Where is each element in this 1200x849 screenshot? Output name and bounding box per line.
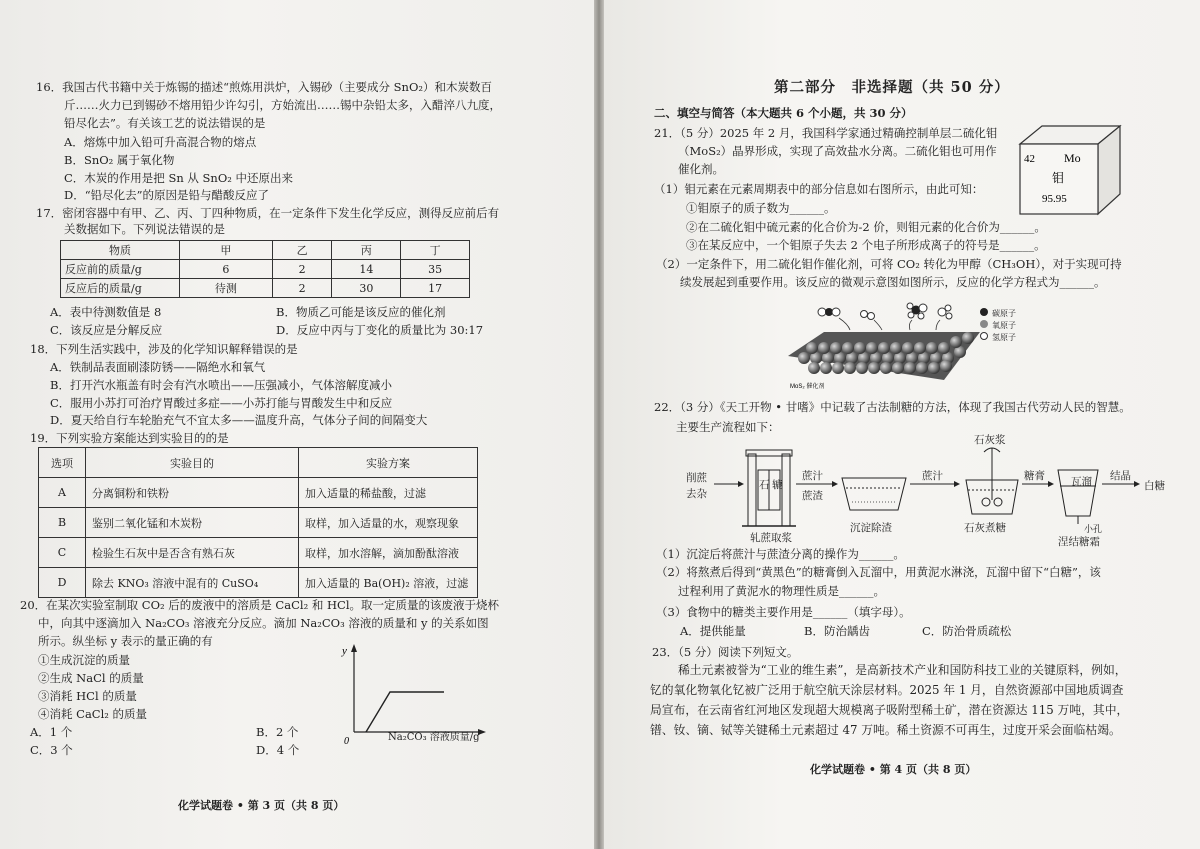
q23-para-line-1: 稀土元素被誉为“工业的维生素”，是高新技术产业和国防科技工业的关键原料，例如， [678, 663, 1127, 677]
legend-carbon: 碳原子 [992, 309, 1016, 318]
q21-sub1-intro: （1）钼元素在元素周期表中的部分信息如右图所示，由此可知： [654, 182, 984, 196]
q20-item-4: ④消耗 CaCl₂ 的质量 [38, 707, 148, 721]
table-row [39, 568, 478, 598]
settling-tank-icon [842, 478, 906, 510]
caption-mill: 轧蔗取浆 [750, 532, 792, 544]
q20-graph-x-label: Na₂CO₃ 溶液质量/g [388, 732, 480, 743]
q21-sub1-item-2: ②在二硫化钼中硫元素的化合价为-2 价，则钼元素的化合价为______。 [686, 220, 1046, 234]
q16-option-d: D．“铅尽化去”的原因是铅与醋酸反应了 [64, 188, 269, 202]
table-header-cell: 甲 [180, 241, 273, 260]
q18-option-b: B．打开汽水瓶盖有时会有汽水喷出——压强减小，气体溶解度减小 [50, 378, 392, 392]
table-header-cell: 实验方案 [299, 448, 478, 478]
table-cell: 2 [272, 279, 332, 298]
table-cell: 6 [180, 260, 273, 279]
table-row [39, 538, 478, 568]
clay-pot-label: 瓦溜 [1071, 476, 1092, 488]
section-heading: 二、填空与简答（本大题共 6 个小题，共 30 分） [654, 106, 913, 120]
caption-boil: 石灰煮糖 [964, 522, 1006, 534]
q19-line-1: 19．下列实验方案能达到实验目的的是 [30, 431, 229, 445]
q16-option-c: C．木炭的作用是把 Sn 从 SnO₂ 中还原出来 [64, 171, 294, 185]
q20-option-c: C．3 个 [30, 743, 73, 757]
q21-sub2-line-1: （2）一定条件下，用二硫化钼作催化剂，可将 CO₂ 转化为甲醇（CH₃OH），对于实现可持 [656, 257, 1122, 271]
mill-label-left: 石 [759, 479, 770, 491]
table-header-cell: 丙 [332, 241, 401, 260]
atomic-number: 42 [1024, 153, 1035, 165]
q23-para-line-2: 钇的氧化物氧化钇被广泛用于航空航天涂层材料。2025 年 1 月，自然资源部中国地质调查 [650, 683, 1124, 697]
q17-line-1: 17．密闭容器中有甲、乙、丙、丁四种物质，在一定条件下发生化学反应，测得反应前后有 [36, 206, 500, 220]
table-header-cell: 实验目的 [86, 448, 299, 478]
table-cell: 取样，加水溶解，滴加酚酞溶液 [299, 538, 478, 568]
q16-line-1: 16．我国古代书籍中关于炼锡的描述“煎炼用洪炉，入锡砂（主要成分 SnO₂）和木炭数百 [36, 80, 492, 94]
flow-arrow1-bottom: 蔗渣 [802, 490, 823, 502]
flow-arrow3-label: 糖膏 [1024, 470, 1045, 482]
q20-item-1: ①生成沉淀的质量 [38, 653, 130, 667]
table-row [39, 448, 478, 478]
q22-option-c: C．防治骨质疏松 [922, 624, 1012, 638]
q17-option-a: A．表中待测数值是 8 [50, 305, 162, 319]
table-cell: 30 [332, 279, 401, 298]
table-cell: 待测 [180, 279, 273, 298]
q23-para-line-4: 镨、钕、镝、铽等关键稀土元素超过 47 万吨。稀土资源不可再生，过度开采会面临枯竭。 [650, 723, 1121, 737]
arrow-icon [874, 320, 882, 330]
q20-line-2: 中，向其中逐滴加入 Na₂CO₃ 溶液充分反应。滴加 Na₂CO₃ 溶液的质量和 y 的关系如图 [38, 616, 489, 630]
q22-option-b: B．防治龋齿 [804, 624, 870, 638]
element-symbol: Mo [1064, 151, 1081, 165]
flow-end-label: 白糖 [1144, 480, 1165, 492]
arrow-icon [954, 481, 960, 487]
sugar-process-flow [670, 440, 1150, 546]
q17-option-d: D．反应中丙与丁变化的质量比为 30:17 [276, 323, 484, 337]
table-row [61, 241, 470, 260]
q16-option-b: B．SnO₂ 属于氧化物 [64, 153, 175, 167]
table-cell: C [39, 538, 86, 568]
page-footer-right: 化学试题卷 • 第 4 页（共 8 页） [810, 763, 977, 776]
q21-line-1: 21．（5 分）2025 年 2 月，我国科学家通过精确控制单层二硫化钼 [654, 126, 998, 140]
legend-hydrogen: 氢原子 [992, 333, 1016, 342]
small-hole-label: 小孔 [1084, 525, 1103, 535]
q20-line-3: 所示。纵坐标 y 表示的量正确的有 [38, 634, 213, 648]
table-header-cell: 选项 [39, 448, 86, 478]
table-cell: 反应后的质量/g [61, 279, 180, 298]
q17-data-table [60, 240, 470, 298]
y-axis-arrow [351, 644, 357, 652]
table-cell: 加入适量的 Ba(OH)₂ 溶液，过滤 [299, 568, 478, 598]
q18-option-d: D．夏天给自行车轮胎充气不宜太多——温度升高，气体分子间的间隔变大 [50, 413, 428, 427]
q20-item-3: ③消耗 HCl 的质量 [38, 689, 137, 703]
flow-start-line-2: 去杂 [686, 488, 707, 500]
q22-sub-1: （1）沉淀后将蔗汁与蔗渣分离的操作为______。 [656, 547, 905, 561]
atom-legend-icons [978, 306, 990, 346]
q17-line-2: 关数据如下。下列说法错误的是 [64, 222, 225, 236]
boiling-pot-icon [966, 448, 1018, 514]
page-gutter [594, 0, 604, 849]
q20-item-2: ②生成 NaCl 的质量 [38, 671, 144, 685]
q18-line-1: 18．下列生活实践中，涉及的化学知识解释错误的是 [30, 342, 298, 356]
table-cell: D [39, 568, 86, 598]
q18-option-a: A．铁制品表面刷漆防锈——隔绝水和氧气 [50, 360, 266, 374]
table-cell: 取样，加入适量的水，观察现象 [299, 508, 478, 538]
q22-sub-2-line-2: 过程利用了黄泥水的物理性质是______。 [678, 584, 885, 598]
caption-settle: 沉淀除渣 [850, 522, 892, 534]
oxygen-atom-icon [980, 320, 988, 328]
q21-sub1-item-1: ①钼原子的质子数为______。 [686, 201, 836, 215]
element-card-molybdenum [1016, 122, 1126, 218]
mill-label-right: 辘 [772, 479, 783, 491]
q16-line-3: 铅尽化去”。有关该工艺的说法错误的是 [64, 116, 266, 130]
q18-option-c: C．服用小苏打可治疗胃酸过多症——小苏打能与胃酸发生中和反应 [50, 396, 393, 410]
lime-slurry-label: 石灰浆 [974, 434, 1006, 446]
hydrogen-atom-icon [981, 333, 988, 340]
atomic-mass: 95.95 [1042, 193, 1067, 205]
flow-arrow1-top: 蔗汁 [802, 470, 823, 482]
flow-arrow4-label: 结晶 [1110, 470, 1131, 482]
q20-option-a: A．1 个 [30, 725, 73, 739]
carbon-atom-icon [980, 308, 988, 316]
q20-option-d: D．4 个 [256, 743, 300, 757]
arrow-icon [832, 481, 838, 487]
mos2-catalyst-diagram [784, 296, 984, 392]
arrow-icon [909, 320, 912, 330]
exam-page-4 [604, 0, 1200, 849]
q22-line-2: 主要生产流程如下： [676, 420, 780, 434]
molecule-co2 [818, 308, 840, 316]
flow-arrow2-label: 蔗汁 [922, 470, 943, 482]
table-cell: A [39, 478, 86, 508]
molecule-h2 [861, 311, 875, 320]
q22-option-a: A．提供能量 [680, 624, 746, 638]
q16-line-2: 斤……火力已到锡砂不熔用铅少许勾引，方始流出……锡中杂铅太多，入醋淬八九度， [64, 98, 501, 112]
table-row [39, 478, 478, 508]
table-row [39, 508, 478, 538]
table-cell: 17 [401, 279, 470, 298]
arrow-icon [936, 320, 940, 330]
table-cell: 加入适量的稀盐酸，过滤 [299, 478, 478, 508]
table-cell: 2 [272, 260, 332, 279]
element-name: 钼 [1052, 171, 1065, 185]
table-cell: 除去 KNO₃ 溶液中混有的 CuSO₄ [86, 568, 299, 598]
y-axis-label: y [342, 645, 347, 657]
flow-start-line-1: 削蔗 [686, 472, 707, 484]
exam-page-3 [0, 0, 594, 849]
q17-option-b: B．物质乙可能是该反应的催化剂 [276, 305, 446, 319]
arrow-icon [1134, 481, 1140, 487]
part-two-title: 第二部分 非选择题（共 50 分） [774, 79, 1010, 96]
table-cell: 分离铜粉和铁粉 [86, 478, 299, 508]
molecule-h2o [938, 305, 952, 319]
table-cell: 14 [332, 260, 401, 279]
q22-sub-3: （3）食物中的糖类主要作用是______（填字母）。 [656, 605, 911, 619]
q22-sub-2-line-1: （2）将熬煮后得到“黄黑色”的糖膏倒入瓦溜中，用黄泥水淋浇，瓦溜中留下“白糖”，该 [656, 565, 1101, 579]
table-header-cell: 物质 [61, 241, 180, 260]
arrow-icon [839, 318, 850, 330]
q16-option-a: A．熔炼中加入铅可升高混合物的熔点 [64, 135, 257, 149]
table-row [61, 279, 470, 298]
q21-sub1-item-3: ③在某反应中，一个钼原子失去 2 个电子所形成离子的符号是______。 [686, 238, 1046, 252]
table-cell: 反应前的质量/g [61, 260, 180, 279]
table-cell: 35 [401, 260, 470, 279]
q23-para-line-3: 局宣布，在云南省红河地区发现超大规模离子吸附型稀土矿，潜在资源达 115 万吨，其中， [650, 703, 1129, 717]
q17-option-c: C．该反应是分解反应 [50, 323, 163, 337]
page-footer-left: 化学试题卷 • 第 3 页（共 8 页） [178, 799, 345, 812]
table-header-cell: 乙 [272, 241, 332, 260]
catalyst-label: MoS₂ 催化剂 [790, 384, 825, 390]
table-cell: 鉴别二氧化锰和木炭粉 [86, 508, 299, 538]
q23-line-1: 23．（5 分）阅读下列短文。 [652, 645, 799, 659]
q22-line-1: 22．（3 分）《天工开物 • 甘嗜》中记载了古法制糖的方法，体现了我国古代劳动人民的智慧。 [654, 400, 1131, 414]
q21-line-3: 催化剂。 [678, 162, 724, 176]
arrow-icon [1048, 481, 1054, 487]
legend-oxygen: 氧原子 [992, 321, 1016, 330]
arrow-icon [738, 481, 744, 487]
q21-line-2: （MoS₂）晶界形成，实现了高效盐水分离。二硫化钼也可用作 [678, 144, 997, 158]
q20-option-b: B．2 个 [256, 725, 299, 739]
molecule-ch3oh [907, 303, 927, 319]
q20-line-1: 20．在某次实验室制取 CO₂ 后的废液中的溶质是 CaCl₂ 和 HCl。取一定质量的该废液于烧杯 [20, 598, 499, 612]
table-row [61, 260, 470, 279]
q21-sub2-line-2: 续发展起到重要作用。该反应的微观示意图如图所示，反应的化学方程式为______。 [680, 275, 1106, 289]
table-header-cell: 丁 [401, 241, 470, 260]
table-cell: 检验生石灰中是否含有熟石灰 [86, 538, 299, 568]
q19-experiment-table [38, 447, 478, 598]
table-cell: B [39, 508, 86, 538]
graph-curve [366, 692, 444, 732]
caption-crystallize: 涅结糖霜 [1058, 536, 1100, 548]
origin-label: 0 [344, 736, 349, 747]
